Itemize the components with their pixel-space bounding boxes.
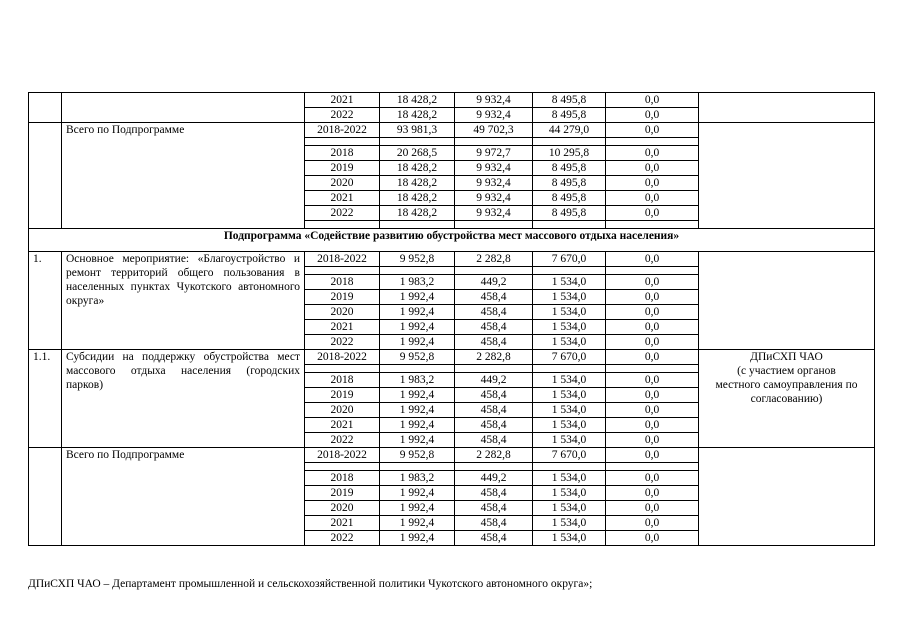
value-cell: 0,0 [606,305,699,320]
value-cell: 8 495,8 [533,176,606,191]
total-cell: 9 952,8 [380,252,455,267]
total-cell: 1 983,2 [380,275,455,290]
value-cell: 7 670,0 [533,252,606,267]
table-row [29,123,875,138]
value-cell: 1 534,0 [533,433,606,448]
value-cell: 0,0 [606,433,699,448]
value-cell: 0,0 [606,531,699,546]
total-cell: 1 992,4 [380,418,455,433]
value-cell: 458,4 [455,320,533,335]
total-cell: 18 428,2 [380,161,455,176]
value-cell: 9 932,4 [455,176,533,191]
value-cell: 0,0 [606,93,699,108]
value-cell: 8 495,8 [533,191,606,206]
year-cell: 2018 [305,373,380,388]
year-cell: 2018 [305,471,380,486]
value-cell: 8 495,8 [533,161,606,176]
value-cell: 458,4 [455,501,533,516]
responsible-line: (с участием органов [737,365,836,377]
period-cell: 2018-2022 [305,123,380,138]
value-cell: 449,2 [455,373,533,388]
value-cell: 458,4 [455,418,533,433]
total-cell: 1 992,4 [380,501,455,516]
total-cell: 18 428,2 [380,108,455,123]
value-cell: 1 534,0 [533,275,606,290]
total-cell: 20 268,5 [380,146,455,161]
value-cell: 1 534,0 [533,501,606,516]
total-cell: 9 952,8 [380,350,455,365]
resp-cell [699,448,875,546]
index-cell [29,448,62,546]
value-cell: 1 534,0 [533,388,606,403]
table-row [29,252,875,267]
total-cell: 1 992,4 [380,388,455,403]
total-cell: 1 992,4 [380,320,455,335]
value-cell: 1 534,0 [533,486,606,501]
year-cell: 2020 [305,501,380,516]
value-cell: 2 282,8 [455,350,533,365]
value-cell: 9 972,7 [455,146,533,161]
total-cell: 18 428,2 [380,206,455,221]
value-cell: 9 932,4 [455,108,533,123]
value-cell: 9 932,4 [455,206,533,221]
period-cell: 2018-2022 [305,252,380,267]
year-cell: 2018 [305,275,380,290]
value-cell: 1 534,0 [533,335,606,350]
value-cell: 0,0 [606,418,699,433]
total-cell: 1 983,2 [380,373,455,388]
value-cell: 458,4 [455,433,533,448]
year-cell: 2020 [305,403,380,418]
total-cell: 1 992,4 [380,433,455,448]
item-index: 1.1. [29,350,62,448]
year-cell: 2021 [305,191,380,206]
desc-cell [62,93,305,123]
responsible-line: местного самоуправления по [715,379,858,391]
value-cell: 9 932,4 [455,161,533,176]
budget-table [28,92,875,546]
total-cell: 93 981,3 [380,123,455,138]
footnote: ДПиСХП ЧАО – Департамент промышленной и сельскохозяйственной политики Чукотского автономного округа»; [28,578,593,590]
index-cell [29,93,62,123]
responsible-line: ДПиСХП ЧАО [750,351,823,363]
value-cell: 7 670,0 [533,350,606,365]
value-cell: 0,0 [606,448,699,463]
value-cell: 0,0 [606,123,699,138]
value-cell: 0,0 [606,501,699,516]
value-cell: 1 534,0 [533,471,606,486]
value-cell: 0,0 [606,275,699,290]
value-cell: 0,0 [606,373,699,388]
item-description: Субсидии на поддержку обустройства мест массового отдыха населения (городских парков) [62,350,305,448]
value-cell: 1 534,0 [533,516,606,531]
value-cell: 0,0 [606,108,699,123]
responsible-line: согласованию) [750,393,823,405]
value-cell: 458,4 [455,388,533,403]
value-cell: 8 495,8 [533,206,606,221]
year-cell: 2019 [305,486,380,501]
year-cell: 2018 [305,146,380,161]
value-cell: 1 534,0 [533,418,606,433]
total-cell: 1 992,4 [380,305,455,320]
value-cell: 449,2 [455,471,533,486]
year-cell: 2020 [305,176,380,191]
total-cell: 18 428,2 [380,191,455,206]
year-cell: 2021 [305,418,380,433]
value-cell: 2 282,8 [455,448,533,463]
table-row [29,350,875,365]
total-cell: 1 992,4 [380,335,455,350]
resp-cell [699,252,875,350]
value-cell: 449,2 [455,275,533,290]
value-cell: 7 670,0 [533,448,606,463]
total-cell: 1 983,2 [380,471,455,486]
year-cell: 2021 [305,516,380,531]
year-cell: 2019 [305,290,380,305]
table-row [29,93,875,108]
value-cell: 9 932,4 [455,191,533,206]
value-cell: 0,0 [606,146,699,161]
year-cell: 2022 [305,335,380,350]
year-cell: 2021 [305,93,380,108]
resp-cell [699,123,875,229]
subprogram-total-label: Всего по Подпрограмме [62,448,305,546]
value-cell: 49 702,3 [455,123,533,138]
item-description: Основное мероприятие: «Благоустройство и ремонт территорий общего пользования в населенных пунктах Чукотского автономного округа» [62,252,305,350]
value-cell: 1 534,0 [533,320,606,335]
value-cell: 458,4 [455,516,533,531]
value-cell: 0,0 [606,320,699,335]
year-cell: 2022 [305,531,380,546]
value-cell: 8 495,8 [533,93,606,108]
resp-cell [699,93,875,123]
value-cell: 458,4 [455,531,533,546]
year-cell: 2020 [305,305,380,320]
value-cell: 458,4 [455,486,533,501]
year-cell: 2022 [305,433,380,448]
value-cell: 0,0 [606,176,699,191]
value-cell: 10 295,8 [533,146,606,161]
total-cell: 9 952,8 [380,448,455,463]
value-cell: 1 534,0 [533,403,606,418]
section-row [29,229,875,252]
value-cell: 0,0 [606,161,699,176]
total-cell: 18 428,2 [380,93,455,108]
total-cell: 1 992,4 [380,290,455,305]
value-cell: 1 534,0 [533,531,606,546]
table-row [29,448,875,463]
value-cell: 9 932,4 [455,93,533,108]
value-cell: 0,0 [606,335,699,350]
total-cell: 1 992,4 [380,531,455,546]
value-cell: 458,4 [455,305,533,320]
value-cell: 0,0 [606,403,699,418]
item-index: 1. [29,252,62,350]
total-cell: 1 992,4 [380,403,455,418]
value-cell: 0,0 [606,252,699,267]
value-cell: 458,4 [455,335,533,350]
total-cell: 18 428,2 [380,176,455,191]
value-cell: 0,0 [606,290,699,305]
value-cell: 0,0 [606,206,699,221]
year-cell: 2019 [305,161,380,176]
value-cell: 0,0 [606,471,699,486]
value-cell: 2 282,8 [455,252,533,267]
value-cell: 0,0 [606,350,699,365]
year-cell: 2022 [305,206,380,221]
value-cell: 0,0 [606,388,699,403]
year-cell: 2019 [305,388,380,403]
value-cell: 1 534,0 [533,290,606,305]
total-cell: 1 992,4 [380,486,455,501]
value-cell: 458,4 [455,403,533,418]
value-cell: 0,0 [606,486,699,501]
value-cell: 44 279,0 [533,123,606,138]
value-cell: 0,0 [606,191,699,206]
value-cell: 8 495,8 [533,108,606,123]
year-cell: 2021 [305,320,380,335]
value-cell: 1 534,0 [533,305,606,320]
subprogram-total-label: Всего по Подпрограмме [62,123,305,229]
period-cell: 2018-2022 [305,350,380,365]
total-cell: 1 992,4 [380,516,455,531]
year-cell: 2022 [305,108,380,123]
responsible-executor [699,350,875,448]
value-cell: 458,4 [455,290,533,305]
index-cell [29,123,62,229]
value-cell: 1 534,0 [533,373,606,388]
value-cell: 0,0 [606,516,699,531]
subprogram-title: Подпрограмма «Содействие развитию обустройства мест массового отдыха населения» [29,229,875,252]
period-cell: 2018-2022 [305,448,380,463]
